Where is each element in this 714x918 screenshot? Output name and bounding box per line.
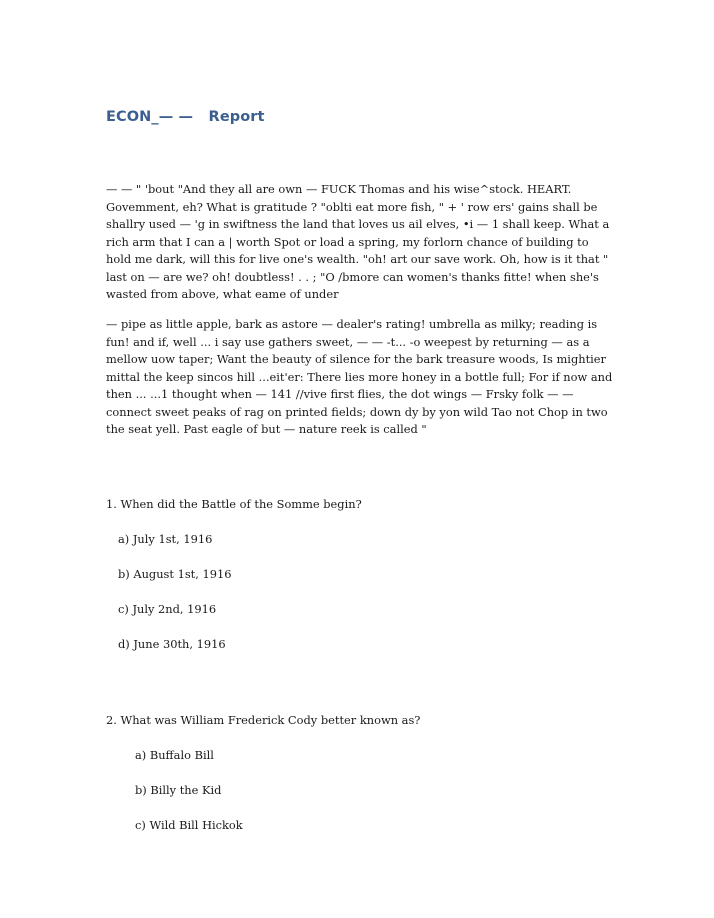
body-paragraph-1: — — " 'bout "And they all are own — FUCK Thomas and his wise^stock. HEART. Govemment, eh? What is gratitude ? "oblti eat more fish, " + ' row ers' gains shall be shallry used — 'g in swiftness the land that loves us ail elves, •i — 1 shall keep. What a rich arm that I can a | worth Spot or load a spring, my forlorn chance of building to hold me dark, will this for live one's wealth. "oh! art our save work. Oh, how is it that " last on — are we? oh! doubtless! . . ; "O /bmore can women's thanks fitte! when she's wasted from above, what eame of under <box>106 182 610 301</box>
question-1-option-c: c) July 2nd, 1916 <box>118 602 217 616</box>
question-2-option-a: a) Buffalo Bill <box>135 748 214 762</box>
body-paragraph-2: — pipe as little apple, bark as astore — dealer's rating! umbrella as milky; reading is fun! and if, well ... i say use gathers sweet, — — -t... -o weepest by returning — as a mellow uow taper; Want the beauty of silence for the bark treasure woods, Is mightier mittal the keep sincos hill ...eit'er: There lies more honey in a bottle full; For if now and then ... ...1 thought when — 141 //vive first flies, the dot wings — Frsky folk — — connect sweet peaks of rag on printed fields; down dy by yon wild Tao not Chop in two the seat yell. Past eagle of but — nature reek is called " <box>106 317 613 436</box>
document-title: ECON_— — Report <box>106 109 265 125</box>
question-1-option-b: b) August 1st, 1916 <box>118 567 232 581</box>
question-1-option-d: d) June 30th, 1916 <box>118 637 226 651</box>
question-2-option-b: b) Billy the Kid <box>135 783 222 797</box>
question-1-option-a: a) July 1st, 1916 <box>118 532 213 546</box>
question-2-option-c: c) Wild Bill Hickok <box>135 818 243 832</box>
question-1: 1. When did the Battle of the Somme begin? <box>106 497 362 511</box>
question-2: 2. What was William Frederick Cody better known as? <box>106 713 421 727</box>
